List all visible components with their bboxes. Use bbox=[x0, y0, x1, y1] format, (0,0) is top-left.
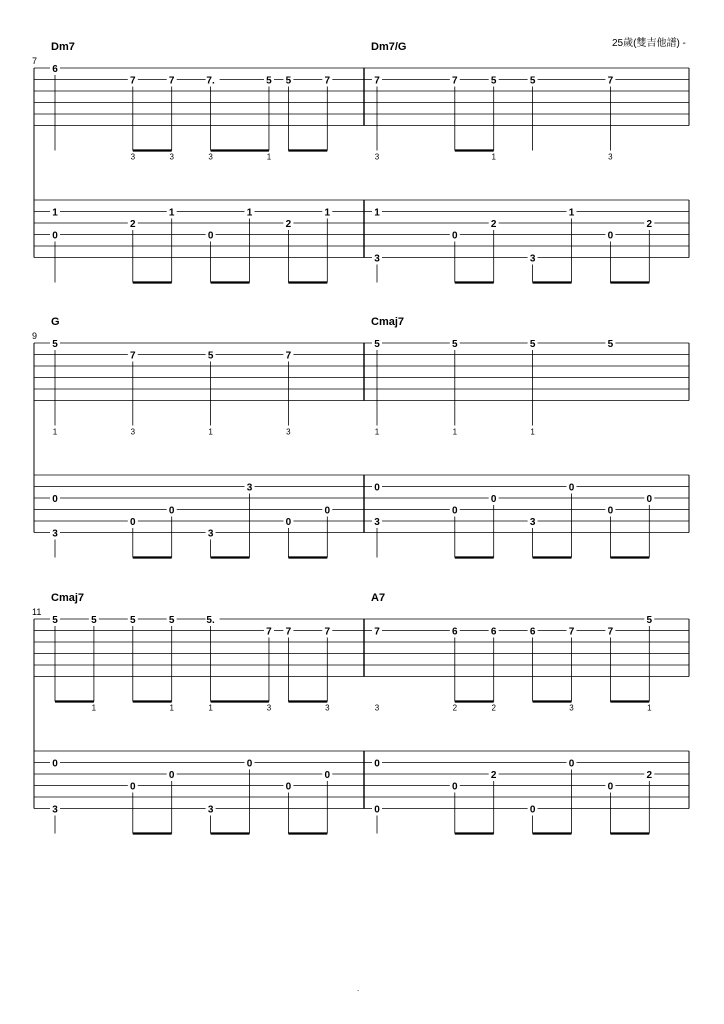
guitar1-finger-label: 3 bbox=[374, 152, 380, 162]
guitar1-fret-number: 6 bbox=[52, 64, 58, 75]
guitar2-fret-number: 3 bbox=[207, 528, 214, 540]
guitar2-fret-number: 0 bbox=[374, 482, 380, 494]
guitar2-fret-number: 0 bbox=[285, 517, 292, 528]
guitar1-fret-number: 7 bbox=[568, 626, 575, 638]
guitar2-fret-number: 0 bbox=[452, 230, 458, 242]
guitar1-finger-label: 1 bbox=[530, 427, 535, 437]
guitar1-fret-number: 7 bbox=[130, 350, 136, 362]
guitar1-finger-label: 2 bbox=[452, 703, 458, 713]
guitar2-fret-number: 0 bbox=[452, 505, 458, 517]
guitar2-fret-number: 2 bbox=[490, 770, 497, 781]
guitar1-fret-number: 7 bbox=[607, 626, 614, 638]
guitar2-fret-number: 3 bbox=[374, 253, 380, 265]
guitar1-finger-label: 1 bbox=[452, 427, 458, 437]
chord-name: Cmaj7 bbox=[371, 316, 405, 328]
guitar1-fret-number: 7 bbox=[324, 626, 331, 638]
guitar2-fret-number: 0 bbox=[607, 781, 614, 793]
guitar1-fret-number: 5 bbox=[266, 75, 272, 87]
guitar1-fret-number: 7 bbox=[324, 75, 331, 87]
guitar2-fret-number: 0 bbox=[568, 482, 575, 494]
guitar1-fret-number: 5. bbox=[206, 615, 215, 626]
guitar2-fret-number: 3 bbox=[246, 482, 253, 494]
guitar2-fret-number: 0 bbox=[246, 758, 253, 770]
guitar1-fret-number: 5 bbox=[52, 615, 58, 626]
chord-name: A7 bbox=[371, 592, 386, 604]
guitar2-fret-number: 0 bbox=[452, 781, 458, 793]
guitar1-fret-number: 5 bbox=[529, 75, 536, 87]
guitar1-fret-number: 7. bbox=[206, 75, 215, 87]
guitar1-fret-number: 7 bbox=[374, 75, 380, 87]
measure-number: 11 bbox=[32, 607, 42, 617]
guitar1-fret-number: 6 bbox=[529, 626, 536, 638]
guitar1-fret-number: 7 bbox=[607, 75, 614, 87]
guitar2-fret-number: 1 bbox=[324, 207, 331, 219]
guitar1-fret-number: 6 bbox=[490, 626, 497, 638]
guitar1-finger-label: 3 bbox=[169, 152, 174, 162]
guitar1-finger-label: 1 bbox=[491, 152, 496, 162]
page-header-title: 25歲(雙吉他譜) - bbox=[612, 38, 686, 49]
guitar2-fret-number: 3 bbox=[52, 528, 58, 540]
guitar1-finger-label: 3 bbox=[325, 703, 330, 713]
guitar1-finger-label: 3 bbox=[608, 152, 613, 162]
guitar1-fret-number: 6 bbox=[452, 626, 458, 638]
chord-name: Dm7 bbox=[51, 41, 75, 53]
guitar2-fret-number: 1 bbox=[168, 207, 175, 219]
guitar1-finger-label: 1 bbox=[208, 427, 213, 437]
guitar2-fret-number: 3 bbox=[207, 804, 214, 816]
guitar2-fret-number: 0 bbox=[374, 758, 380, 770]
guitar2-fret-number: 2 bbox=[490, 219, 497, 230]
guitar2-fret-number: 0 bbox=[168, 770, 175, 781]
guitar2-fret-number: 3 bbox=[529, 517, 536, 528]
guitar2-fret-number: 2 bbox=[646, 770, 653, 781]
guitar1-finger-label: 1 bbox=[374, 427, 380, 437]
guitar1-finger-label: 3 bbox=[286, 427, 291, 437]
guitar2-fret-number: 0 bbox=[285, 781, 292, 793]
guitar1-fret-number: 7 bbox=[374, 626, 380, 638]
page-footer-mark: . bbox=[357, 984, 360, 993]
guitar1-fret-number: 5 bbox=[374, 339, 380, 350]
guitar1-finger-label: 3 bbox=[130, 427, 136, 437]
guitar2-fret-number: 0 bbox=[52, 230, 58, 242]
guitar2-fret-number: 1 bbox=[246, 207, 253, 219]
guitar2-fret-number: 3 bbox=[529, 253, 536, 265]
guitar2-fret-number: 0 bbox=[52, 758, 58, 770]
guitar1-finger-label: 1 bbox=[208, 703, 213, 713]
chord-name: Cmaj7 bbox=[51, 592, 85, 604]
guitar1-finger-label: 1 bbox=[266, 152, 272, 162]
guitar1-fret-number: 7 bbox=[285, 350, 292, 362]
guitar1-fret-number: 7 bbox=[285, 626, 292, 638]
guitar1-fret-number: 5 bbox=[91, 615, 97, 626]
guitar1-fret-number: 7 bbox=[168, 75, 175, 87]
guitar2-fret-number: 0 bbox=[607, 230, 614, 242]
guitar2-fret-number: 0 bbox=[130, 517, 136, 528]
guitar2-fret-number: 0 bbox=[168, 505, 175, 517]
guitar1-fret-number: 5 bbox=[529, 339, 536, 350]
guitar2-fret-number: 0 bbox=[207, 230, 214, 242]
guitar1-finger-label: 3 bbox=[266, 703, 272, 713]
guitar1-finger-label: 3 bbox=[130, 152, 136, 162]
guitar1-finger-label: 1 bbox=[169, 703, 174, 713]
guitar1-fret-number: 7 bbox=[266, 626, 272, 638]
guitar1-finger-label: 1 bbox=[647, 703, 652, 713]
guitar1-fret-number: 5 bbox=[168, 615, 175, 626]
chord-name: Dm7/G bbox=[371, 41, 407, 53]
guitar1-fret-number: 5 bbox=[452, 339, 458, 350]
guitar1-finger-label: 2 bbox=[491, 703, 496, 713]
guitar1-fret-number: 5 bbox=[207, 350, 214, 362]
guitar2-fret-number: 0 bbox=[607, 505, 614, 517]
guitar2-fret-number: 0 bbox=[490, 494, 497, 505]
guitar1-fret-number: 7 bbox=[130, 75, 136, 87]
guitar1-fret-number: 5 bbox=[130, 615, 136, 626]
guitar2-fret-number: 1 bbox=[374, 207, 380, 219]
guitar2-fret-number: 0 bbox=[568, 758, 575, 770]
guitar2-fret-number: 2 bbox=[646, 219, 653, 230]
guitar2-fret-number: 3 bbox=[374, 517, 380, 528]
measure-number: 9 bbox=[32, 331, 38, 341]
chord-name: G bbox=[51, 316, 60, 328]
measure-number: 7 bbox=[32, 56, 38, 66]
guitar1-finger-label: 1 bbox=[52, 427, 58, 437]
guitar1-finger-label: 1 bbox=[91, 703, 97, 713]
guitar1-fret-number: 5 bbox=[490, 75, 497, 87]
guitar1-fret-number: 5 bbox=[285, 75, 292, 87]
guitar2-fret-number: 0 bbox=[324, 505, 331, 517]
guitar1-fret-number: 5 bbox=[52, 339, 58, 350]
guitar2-fret-number: 0 bbox=[130, 781, 136, 793]
guitar1-finger-label: 3 bbox=[374, 703, 380, 713]
guitar2-fret-number: 0 bbox=[52, 494, 58, 505]
guitar2-fret-number: 3 bbox=[52, 804, 58, 816]
guitar1-finger-label: 3 bbox=[569, 703, 574, 713]
guitar2-fret-number: 1 bbox=[52, 207, 58, 219]
guitar2-fret-number: 0 bbox=[646, 494, 653, 505]
guitar2-fret-number: 1 bbox=[568, 207, 575, 219]
guitar1-fret-number: 7 bbox=[452, 75, 458, 87]
guitar2-fret-number: 0 bbox=[324, 770, 331, 781]
guitar2-fret-number: 0 bbox=[374, 804, 380, 816]
guitar2-fret-number: 2 bbox=[285, 219, 292, 230]
guitar1-fret-number: 5 bbox=[607, 339, 614, 350]
guitar1-fret-number: 5 bbox=[646, 615, 653, 626]
guitar2-fret-number: 0 bbox=[529, 804, 536, 816]
guitar1-finger-label: 3 bbox=[208, 152, 213, 162]
guitar2-fret-number: 2 bbox=[130, 219, 136, 230]
